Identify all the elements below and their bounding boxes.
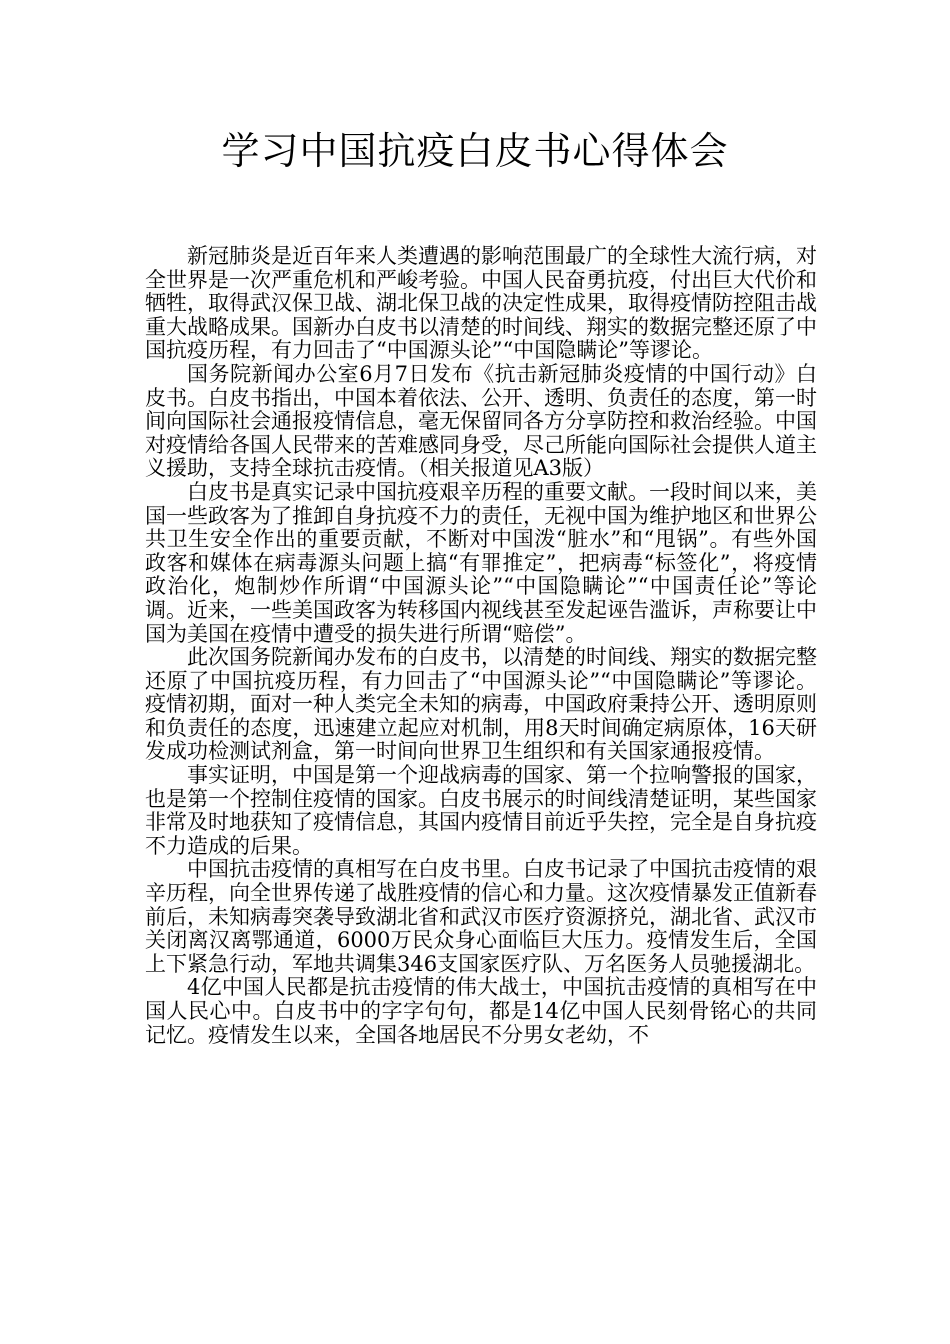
body-paragraph: 中国抗击疫情的真相写在白皮书里。白皮书记录了中国抗击疫情的艰辛历程，向全世界传递了战胜疫情的信心和力量。这次疫情暴发正值新春前后，未知病毒突袭导致湖北省和武汉市医疗资源挤兑，湖北省、武汉市关闭离汉离鄂通道，6000万民众身心面临巨大压力。疫情发生后，全国上下紧急行动，军地共调集346支国家医疗队、万名医务人员驰援湖北。 — [145, 857, 817, 976]
body-paragraph: 白皮书是真实记录中国抗疫艰辛历程的重要文献。一段时间以来，美国一些政客为了推卸自身抗疫不力的责任，无视中国为维护地区和世界公共卫生安全作出的重要贡献，不断对中国泼“脏水”和“甩锅”。有些外国政客和媒体在病毒源头问题上搞“有罪推定”，把病毒“标签化”，将疫情政治化，炮制炒作所谓“中国源头论”“中国隐瞒论”“中国责任论”等论调。近来，一些美国政客为转移国内视线甚至发起诬告滥诉，声称要让中国为美国在疫情中遭受的损失进行所谓“赔偿”。 — [145, 479, 817, 646]
body-paragraph: 国务院新闻办公室6月7日发布《抗击新冠肺炎疫情的中国行动》白皮书。白皮书指出，中国本着依法、公开、透明、负责任的态度，第一时间向国际社会通报疫情信息，毫无保留同各方分享防控和救治经验。中国对疫情给各国人民带来的苦难感同身受，尽己所能向国际社会提供人道主义援助，支持全球抗击疫情。（相关报道见A3版） — [145, 361, 817, 481]
document-body — [145, 245, 817, 1047]
body-paragraph: 4亿中国人民都是抗击疫情的伟大战士，中国抗击疫情的真相写在中国人民心中。白皮书中的字字句句，都是14亿中国人民刻骨铭心的共同记忆。疫情发生以来，全国各地居民不分男女老幼，不 — [145, 975, 817, 1047]
document-title: 学习中国抗疫白皮书心得体会 — [221, 129, 729, 173]
body-paragraph: 此次国务院新闻办发布的白皮书，以清楚的时间线、翔实的数据完整还原了中国抗疫历程，有力回击了“中国源头论”“中国隐瞒论”等谬论。疫情初期，面对一种人类完全未知的病毒，中国政府秉持公开、透明原则和负责任的态度，迅速建立起应对机制，用8天时间确定病原体，16天研发成功检测试剂盒，第一时间向世界卫生组织和有关国家通报疫情。 — [145, 645, 817, 764]
body-paragraph: 事实证明，中国是第一个迎战病毒的国家、第一个拉响警报的国家，也是第一个控制住疫情的国家。白皮书展示的时间线清楚证明，某些国家非常及时地获知了疫情信息，其国内疫情目前近乎失控，完全是自身抗疫不力造成的后果。 — [145, 763, 817, 858]
body-paragraph: 新冠肺炎是近百年来人类遭遇的影响范围最广的全球性大流行病，对全世界是一次严重危机和严峻考验。中国人民奋勇抗疫，付出巨大代价和牺牲，取得武汉保卫战、湖北保卫战的决定性成果，取得疫情防控阻击战重大战略成果。国新办白皮书以清楚的时间线、翔实的数据完整还原了中国抗疫历程，有力回击了“中国源头论”“中国隐瞒论”等谬论。 — [145, 244, 817, 363]
